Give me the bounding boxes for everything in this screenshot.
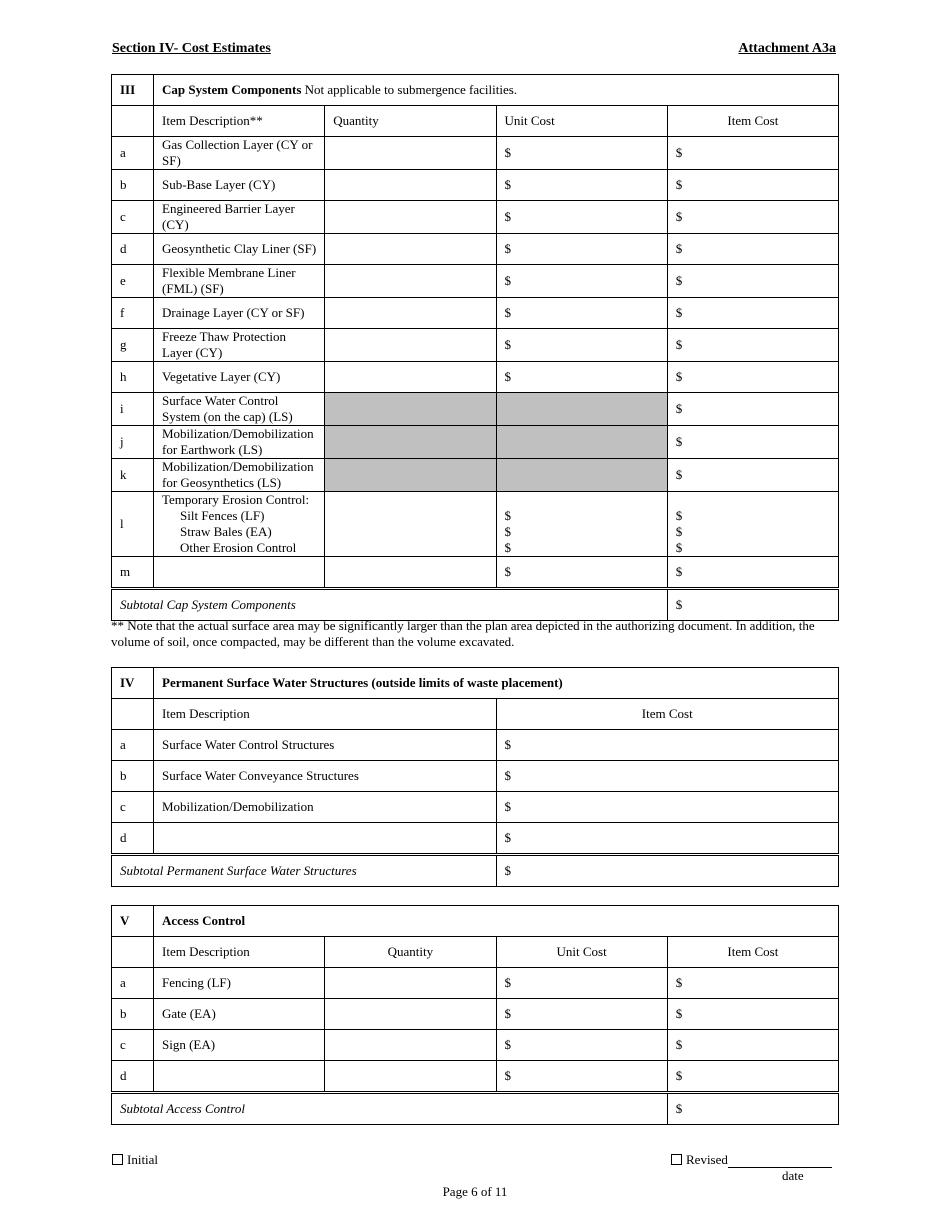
quantity-field[interactable] [325,1061,496,1093]
unit-cost-field[interactable]: $ [496,557,667,589]
subtotal-value[interactable]: $ [667,1093,838,1125]
table-title [154,75,839,106]
row-description: Surface Water Conveyance Structures [154,761,497,792]
unit-cost-field[interactable]: $ [496,999,667,1030]
unit-cost-field[interactable]: $ [496,170,667,201]
column-header-description: Item Description [154,699,497,730]
quantity-field[interactable] [325,329,496,362]
sub-item-silt-fences: Silt Fences (LF) [180,508,265,523]
table-row [112,201,839,234]
row-letter: k [112,459,154,492]
table-row [112,999,839,1030]
section-number: III [112,75,154,106]
footnote: ** Note that the actual surface area may be significantly larger than the plan area depicted in the authorizing document. In addition, the volume of soil, once compacted, may be different than the volume excavated. [111,618,815,649]
row-description: Flexible Membrane Liner (FML) (SF) [154,265,325,298]
row-description: Surface Water Control Structures [154,730,497,761]
row-letter: i [112,393,154,426]
column-header-unit-cost: Unit Cost [496,106,667,137]
row-letter: g [112,329,154,362]
item-cost-field[interactable]: $ [667,393,838,426]
subtotal-value[interactable]: $ [667,589,838,621]
shaded-cell [325,426,496,459]
shaded-cell [496,426,667,459]
quantity-field[interactable] [325,234,496,265]
table-title: Access Control [154,906,839,937]
item-cost-field[interactable]: $ [667,170,838,201]
row-letter: d [112,1061,154,1093]
table-row [112,170,839,201]
row-description: Drainage Layer (CY or SF) [154,298,325,329]
item-cost-field[interactable]: $ [667,362,838,393]
row-description: Engineered Barrier Layer (CY) [154,201,325,234]
row-letter: m [112,557,154,589]
item-cost-field[interactable]: $ [667,968,838,999]
row-description: Freeze Thaw Protection Layer (CY) [154,329,325,362]
subtotal-label: Subtotal Cap System Components [112,589,668,621]
initial-label: Initial [127,1152,159,1167]
shaded-cell [496,393,667,426]
row-description: Geosynthetic Clay Liner (SF) [154,234,325,265]
row-description[interactable] [154,1061,325,1093]
row-description [154,492,325,557]
row-letter: a [112,968,154,999]
table-row [112,426,839,459]
dollar-symbol: $ [504,540,511,555]
quantity-field[interactable] [325,362,496,393]
table-row [112,823,839,855]
quantity-field[interactable] [325,265,496,298]
sub-item-other-erosion: Other Erosion Control [180,540,297,555]
subtotal-row [112,855,839,887]
unit-cost-field[interactable]: $ [496,1061,667,1093]
subtotal-row [112,1093,839,1125]
table-row [112,298,839,329]
revised-option[interactable] [671,1152,832,1168]
item-cost-field[interactable]: $ [667,329,838,362]
row-letter: b [112,761,154,792]
row-letter: d [112,823,154,855]
item-cost-field[interactable]: $ [667,234,838,265]
row-letter: e [112,265,154,298]
unit-cost-field[interactable]: $ [496,265,667,298]
unit-cost-field[interactable]: $ [496,234,667,265]
table-row [112,1030,839,1061]
date-caption: date [782,1168,804,1183]
dollar-symbol: $ [675,508,683,523]
blank-cell [112,699,154,730]
quantity-field[interactable] [325,492,496,557]
revised-date-line[interactable] [728,1155,832,1168]
table-row [112,459,839,492]
erosion-control-label: Temporary Erosion Control: [162,492,310,507]
row-letter: b [112,170,154,201]
unit-cost-field[interactable]: $ [496,201,667,234]
row-description: Mobilization/Demobilization for Earthwork (LS) [154,426,325,459]
quantity-field[interactable] [325,557,496,589]
table-row [112,968,839,999]
item-cost-field[interactable]: $ [667,426,838,459]
page-number: Page 6 of 11 [442,1184,508,1199]
dollar-symbol: $ [504,524,511,539]
table-row [112,730,839,761]
row-letter: b [112,999,154,1030]
row-description: Sign (EA) [154,1030,325,1061]
row-description[interactable] [154,823,497,855]
row-letter: h [112,362,154,393]
table-row [112,761,839,792]
item-cost-field[interactable]: $ [667,201,838,234]
item-cost-field[interactable]: $ [496,792,839,823]
table-row [112,557,839,589]
subtotal-label: Subtotal Access Control [112,1093,668,1125]
unit-cost-field[interactable]: $ [496,968,667,999]
subtotal-value[interactable]: $ [496,855,839,887]
item-cost-field[interactable]: $ [667,557,838,589]
access-control-table [111,905,839,1125]
row-letter: c [112,201,154,234]
table-title: Permanent Surface Water Structures (outside limits of waste placement) [154,668,839,699]
row-letter: j [112,426,154,459]
quantity-field[interactable] [325,201,496,234]
row-letter: a [112,137,154,170]
column-header-quantity: Quantity [325,106,496,137]
row-letter: l [112,492,154,557]
item-cost-field[interactable] [667,492,838,557]
row-description: Fencing (LF) [154,968,325,999]
item-cost-field[interactable]: $ [667,265,838,298]
dollar-symbol: $ [675,524,683,539]
quantity-field[interactable] [325,170,496,201]
quantity-field[interactable] [325,137,496,170]
shaded-cell [496,459,667,492]
unit-cost-field[interactable]: $ [496,137,667,170]
row-letter: a [112,730,154,761]
row-letter: c [112,1030,154,1061]
column-header-unit-cost: Unit Cost [496,937,667,968]
column-header-item-cost: Item Cost [667,106,838,137]
row-description: Gate (EA) [154,999,325,1030]
sub-item-straw-bales: Straw Bales (EA) [180,524,272,539]
cap-system-table [111,74,839,621]
table-title-bold: Cap System Components [162,82,302,97]
section-number: V [112,906,154,937]
row-description[interactable] [154,557,325,589]
item-cost-field[interactable]: $ [667,298,838,329]
item-cost-field[interactable]: $ [496,730,839,761]
item-cost-field[interactable]: $ [496,823,839,855]
column-header-item-cost: Item Cost [496,699,839,730]
initial-option[interactable] [112,1152,158,1168]
unit-cost-field[interactable]: $ [496,1030,667,1061]
row-description: Sub-Base Layer (CY) [154,170,325,201]
shaded-cell [325,393,496,426]
item-cost-field[interactable]: $ [667,999,838,1030]
table-row [112,792,839,823]
unit-cost-field[interactable]: $ [496,362,667,393]
column-header-item-cost: Item Cost [667,937,838,968]
table-row [112,362,839,393]
item-cost-field[interactable]: $ [667,1061,838,1093]
subtotal-label: Subtotal Permanent Surface Water Structures [112,855,497,887]
blank-cell [112,106,154,137]
table-row [112,1061,839,1093]
table-row-erosion-control [112,492,839,557]
quantity-field[interactable] [325,1030,496,1061]
dollar-symbol: $ [675,540,683,555]
shaded-cell [325,459,496,492]
column-header-description: Item Description [154,937,325,968]
attachment-label: Attachment A3a [738,41,836,56]
column-header-description: Item Description** [154,106,325,137]
table-title-note: Not applicable to submergence facilities. [301,82,518,97]
section-number: IV [112,668,154,699]
item-cost-field[interactable]: $ [496,761,839,792]
item-cost-field[interactable]: $ [667,137,838,170]
quantity-field[interactable] [325,968,496,999]
row-description: Vegetative Layer (CY) [154,362,325,393]
table-row [112,137,839,170]
quantity-field[interactable] [325,999,496,1030]
table-row [112,329,839,362]
row-letter: f [112,298,154,329]
unit-cost-field[interactable] [496,492,667,557]
quantity-field[interactable] [325,298,496,329]
item-cost-field[interactable]: $ [667,1030,838,1061]
table-row [112,234,839,265]
unit-cost-field[interactable]: $ [496,329,667,362]
revised-checkbox[interactable] [671,1154,682,1165]
surface-water-table [111,667,839,887]
column-header-quantity: Quantity [325,937,496,968]
row-description: Gas Collection Layer (CY or SF) [154,137,325,170]
row-description: Mobilization/Demobilization [154,792,497,823]
table-row [112,265,839,298]
section-title: Section IV- Cost Estimates [112,41,271,56]
subtotal-row [112,589,839,621]
dollar-symbol: $ [504,508,511,523]
unit-cost-field[interactable]: $ [496,298,667,329]
initial-checkbox[interactable] [112,1154,123,1165]
item-cost-field[interactable]: $ [667,459,838,492]
row-description: Surface Water Control System (on the cap) (LS) [154,393,325,426]
revised-label: Revised [686,1152,728,1167]
row-letter: c [112,792,154,823]
row-description: Mobilization/Demobilization for Geosynthetics (LS) [154,459,325,492]
blank-cell [112,937,154,968]
row-letter: d [112,234,154,265]
table-row [112,393,839,426]
